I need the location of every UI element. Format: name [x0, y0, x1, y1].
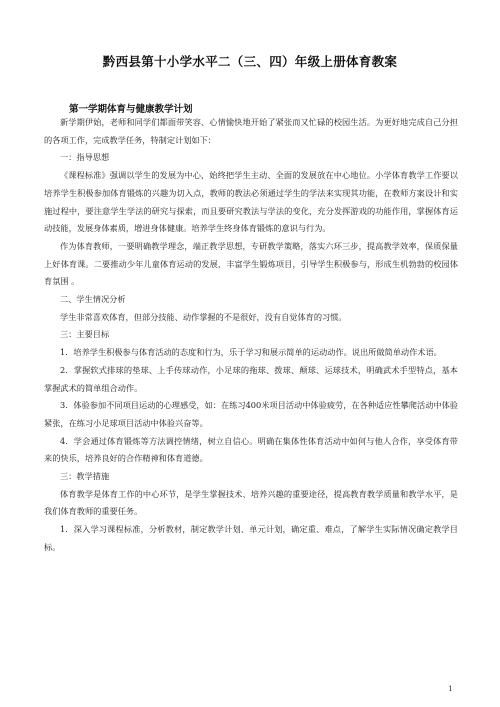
- heading-teaching-measures: 三：教学措施: [60, 471, 110, 482]
- heading-guiding-ideology: 一：指导思想: [60, 152, 110, 163]
- intro-paragraph: 新学期伊始，老师和同学们都面带笑容、心情愉快地开始了紧张而又忙碌的校园生活。为更好地完成自己分担的各项工作，完成教学任务，特制定计划如下：: [44, 117, 458, 145]
- goal-item-1: 1．培养学生积极参与体育活动的态度和行为，乐于学习和展示简单的运动动作。说出所做简单动作术语。: [60, 347, 442, 358]
- heading-student-analysis: 二、学生情况分析: [60, 294, 126, 305]
- measure-item-1: 1．深入学习课程标准，分析教材，制定教学计划、单元计划，确定重、难点，了解学生实际情况确定教学目标。: [44, 524, 458, 552]
- paragraph-curriculum-standard: 《课程标准》强调以学生的发展为中心，始终把学生主动、全面的发展放在中心地位。小学体育教学工作要以培养学生积极参加体育锻炼的兴趣为切入点，教师的教法必须通过学生的学法来实现其功能，在教师方案设计和实施过程中，要注意学生学法的研究与探索，而且要研究教法与学法的变化，充分发挥游戏的功能作用，掌握体育运动技能，发展身体素质，增进身体健康。培养学生终身体育锻炼的意识与行为。: [44, 170, 458, 234]
- goal-item-3: 3．体验参加不同项目运动的心理感受，如：在练习400米项目活动中体验疲劳，在各种适应性攀爬活动中体验紧张，在练习小足球项目活动中体验兴奋等。: [44, 400, 458, 428]
- document-body: [44, 114, 458, 557]
- paragraph-student-analysis: 学生非常喜欢体育，但部分技能、动作掌握的不是很好，没有自觉体育的习惯。: [60, 311, 347, 322]
- paragraph-teaching-measures: 体育教学是体育工作的中心环节，是学生掌握技术、培养兴趣的重要途径，提高教育教学质量和教学水平，是我们体育教师的重要任务。: [44, 488, 458, 517]
- document-title: 黔西县第十小学水平二（三、四）年级上册体育教案: [102, 54, 398, 69]
- paragraph-teacher-role: 作为体育教师，一要明确教学理念，端正教学思想，专研教学策略，落实六环三步，提高教学效率，保质保量上好体育课。二要推动少年儿童体育运动的发展，丰富学生锻炼项目，引导学生积极参与，形成生机勃勃的校园体育氛围 。: [44, 240, 458, 287]
- heading-main-goals: 三：主要目标: [60, 329, 110, 340]
- page-number: 1: [448, 684, 453, 693]
- section-heading: 第一学期体育与健康教学计划: [69, 104, 193, 115]
- goal-item-4: 4．学会通过体育锻炼等方法调控情绪，树立自信心。明确在集体性体育活动中如何与他人合作，享受体育带来的快乐，培养良好的合作精神和体育道德。: [44, 435, 458, 464]
- goal-item-2: 2．掌握软式排球的垫球、上手传球动作，小足球的拖球、拨球、颠球、运球技术，明确武术手型特点，基本掌握武术的简单组合动作。: [44, 364, 458, 393]
